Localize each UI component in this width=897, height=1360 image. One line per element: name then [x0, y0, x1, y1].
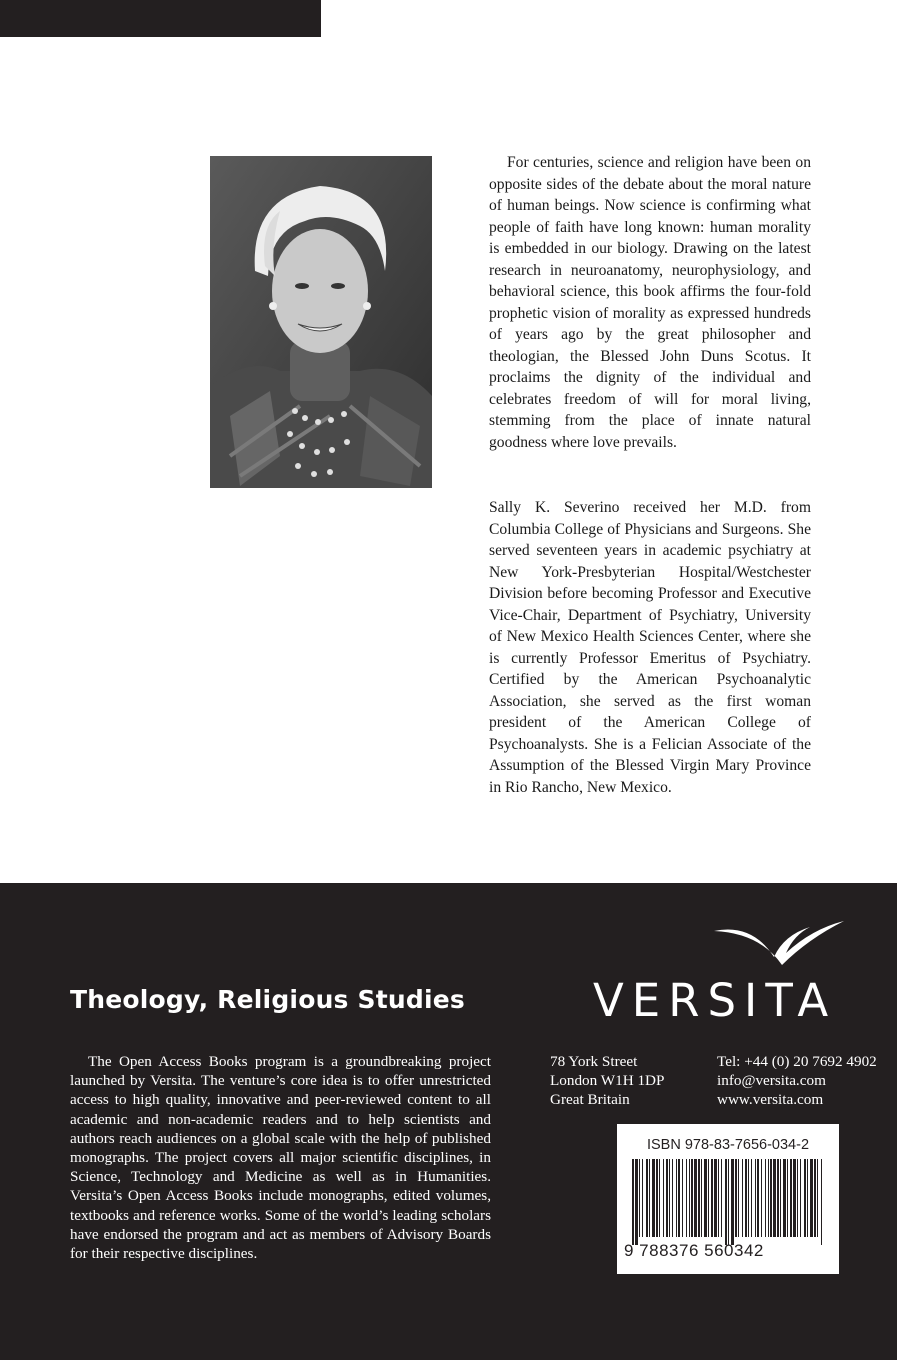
subject-category: Theology, Religious Studies [70, 985, 465, 1014]
isbn-barcode-box [617, 1124, 839, 1274]
contact-email[interactable]: info@versita.com [717, 1072, 826, 1090]
book-description: For centuries, science and religion have been on opposite sides of the debate about the moral nature of human beings. Now science is confirming what people of faith have long known: human morality is embedded in our biology. Drawing on the latest research in neuroanatomy, neurophysiology, and behavioral science, this book affirms the four-fold prophetic vision of morality as expressed hundreds of years ago by the great philosopher and theologian, the Blessed John Duns Scotus. It proclaims the dignity of the individual and celebrates freedom of will for moral living, stemming from the place of innate natural goodness where love prevails. [489, 154, 811, 451]
publisher-logo: VERSITA [593, 974, 837, 1027]
open-access-about: The Open Access Books program is a groundbreaking project launched by Versita. The venture’s core idea is to offer unrestricted access to high quality, innovative and peer-reviewed content to all academic and non-academic readers and to help scientists and authors reach audiences on a global scale with the help of published monographs. The project covers all major scientific disciplines, in Science, Technology and Medicine as well as in Humanities. Versita’s Open Access Books include monographs, edited volumes, textbooks and reference works. Some of the world’s leading scholars have endorsed the program and act as members of Advisory Boards for their respective disciplines. [70, 1053, 491, 1263]
isbn-label: ISBN 978-83-7656-034-2 [646, 1137, 810, 1153]
address-line: London W1H 1DP [550, 1072, 665, 1090]
barcode-icon [632, 1159, 824, 1245]
bird-swoosh-icon [712, 917, 847, 967]
address-line: 78 York Street [550, 1053, 638, 1070]
publisher-address [550, 1052, 664, 1110]
contact-website[interactable]: www.versita.com [717, 1091, 824, 1109]
top-dark-bar [0, 0, 321, 37]
author-bio: Sally K. Severino received her M.D. from Columbia College of Physicians and Surgeons. She served seventeen years in academic psychiatry at New York-Presbyterian Hospital/Westchester Division before becoming Professor and Executive Vice-Chair, Department of Psychiatry, University of New Mexico Health Sciences Center, where she is currently Professor Emeritus of Psychiatry. Certified by the American Psychoanalytic Association, she served as the first woman president of the American College of Psychoanalysts. She is a Felician Associate of the Assumption of the Blessed Virgin Mary Province in Rio Rancho, New Mexico. [489, 499, 811, 796]
publisher-contact [717, 1052, 877, 1110]
author-photo [210, 156, 432, 488]
barcode-digits: 9 788376 560342 [624, 1241, 764, 1260]
contact-phone: Tel: +44 (0) 20 7692 4902 [717, 1053, 877, 1070]
address-line: Great Britain [550, 1091, 630, 1109]
